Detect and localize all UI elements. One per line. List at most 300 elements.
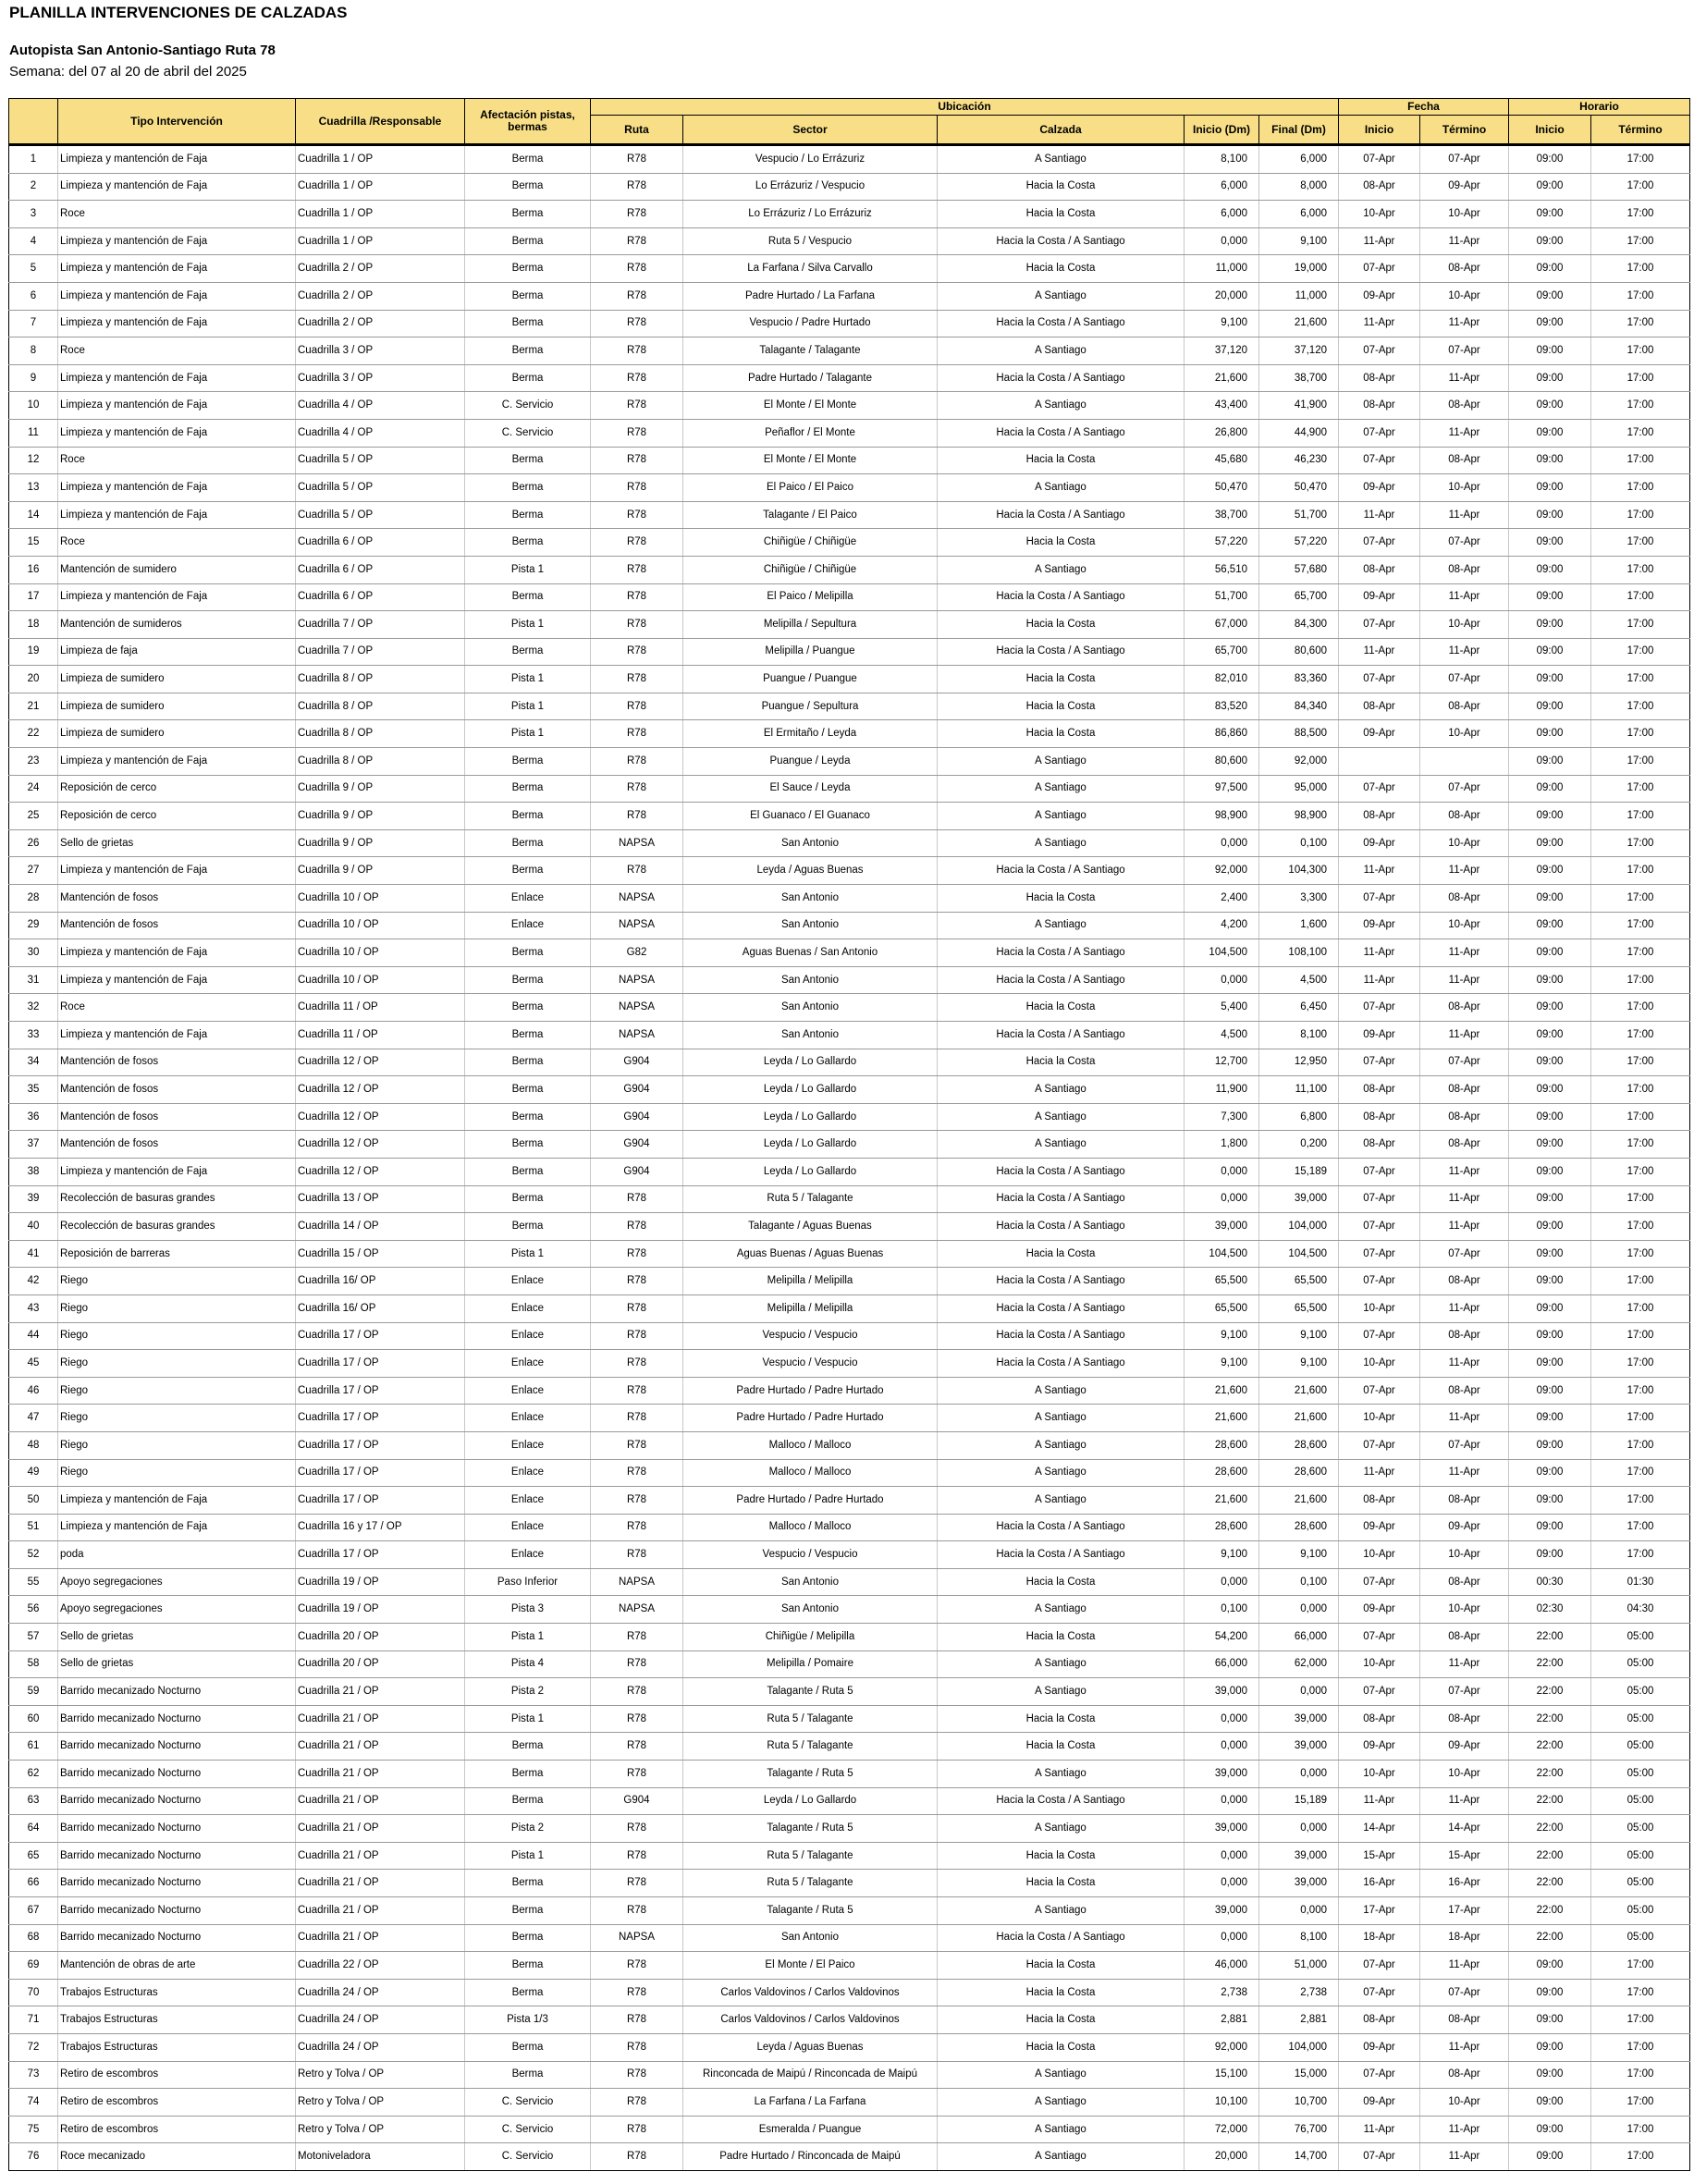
cell-sector: Ruta 5 / Vespucio [683, 227, 938, 255]
cell-inicio-dm: 2,738 [1185, 1979, 1259, 2006]
table-row [9, 2089, 1690, 2117]
table-row [9, 447, 1690, 474]
cell-tipo: Barrido mecanizado Nocturno [58, 1761, 296, 1788]
cell-cuadrilla: Retro y Tolva / OP [296, 2116, 465, 2143]
cell-ruta: R78 [591, 1870, 683, 1897]
cell-tipo: Riego [58, 1459, 296, 1487]
cell-fecha-inicio: 07-Apr [1339, 419, 1420, 447]
cell-tipo: Riego [58, 1405, 296, 1432]
table-row [9, 201, 1690, 228]
cell-fecha-termino: 11-Apr [1420, 310, 1509, 337]
cell-cuadrilla: Cuadrilla 6 / OP [296, 583, 465, 611]
cell-hora-termino: 17:00 [1591, 2033, 1690, 2061]
cell-fecha-inicio: 07-Apr [1339, 885, 1420, 913]
cell-tipo: Roce [58, 994, 296, 1022]
cell-sector: Ruta 5 / Talagante [683, 1870, 938, 1897]
cell-calzada: Hacia la Costa [938, 1568, 1185, 1596]
cell-fecha-termino: 08-Apr [1420, 1322, 1509, 1350]
cell-number: 14 [9, 501, 58, 529]
cell-fecha-termino: 11-Apr [1420, 227, 1509, 255]
cell-fecha-termino: 17-Apr [1420, 1897, 1509, 1925]
table-row [9, 1842, 1690, 1870]
table-row [9, 775, 1690, 803]
cell-inicio-dm: 97,500 [1185, 775, 1259, 803]
cell-final-dm: 3,300 [1259, 885, 1339, 913]
table-row [9, 1158, 1690, 1185]
cell-calzada: A Santiago [938, 1431, 1185, 1459]
cell-tipo: Limpieza y mantención de Faja [58, 364, 296, 392]
cell-hora-inicio: 09:00 [1509, 310, 1591, 337]
cell-sector: Carlos Valdovinos / Carlos Valdovinos [683, 2006, 938, 2034]
cell-fecha-termino: 10-Apr [1420, 611, 1509, 639]
cell-tipo: Limpieza y mantención de Faja [58, 310, 296, 337]
interventions-table [8, 98, 1690, 2171]
cell-final-dm: 6,800 [1259, 1103, 1339, 1131]
cell-ruta: R78 [591, 1514, 683, 1541]
cell-final-dm: 104,500 [1259, 1240, 1339, 1268]
cell-calzada: Hacia la Costa [938, 666, 1185, 693]
cell-hora-inicio: 22:00 [1509, 1705, 1591, 1733]
cell-number: 10 [9, 392, 58, 420]
cell-calzada: A Santiago [938, 1459, 1185, 1487]
cell-ruta: R78 [591, 310, 683, 337]
cell-afectacion: Pista 1 [465, 720, 591, 748]
cell-calzada: Hacia la Costa / A Santiago [938, 1185, 1185, 1213]
cell-final-dm: 38,700 [1259, 364, 1339, 392]
cell-fecha-termino: 10-Apr [1420, 720, 1509, 748]
cell-final-dm: 50,470 [1259, 474, 1339, 502]
cell-fecha-termino: 08-Apr [1420, 392, 1509, 420]
cell-calzada: A Santiago [938, 775, 1185, 803]
cell-fecha-inicio: 08-Apr [1339, 1076, 1420, 1104]
cell-hora-inicio: 09:00 [1509, 1979, 1591, 2006]
cell-sector: Melipilla / Puangue [683, 638, 938, 666]
cell-calzada: Hacia la Costa / A Santiago [938, 419, 1185, 447]
cell-hora-inicio: 09:00 [1509, 2006, 1591, 2034]
cell-number: 35 [9, 1076, 58, 1104]
cell-number: 6 [9, 282, 58, 310]
cell-final-dm: 11,000 [1259, 282, 1339, 310]
cell-calzada: Hacia la Costa / A Santiago [938, 1924, 1185, 1952]
cell-ruta: R78 [591, 1405, 683, 1432]
cell-fecha-inicio: 16-Apr [1339, 1870, 1420, 1897]
cell-fecha-inicio: 14-Apr [1339, 1815, 1420, 1843]
cell-hora-inicio: 09:00 [1509, 803, 1591, 830]
cell-afectacion: Enlace [465, 1514, 591, 1541]
cell-calzada: Hacia la Costa [938, 529, 1185, 557]
col-header-hora-inicio: Inicio [1509, 116, 1591, 145]
cell-cuadrilla: Cuadrilla 20 / OP [296, 1650, 465, 1678]
cell-final-dm: 44,900 [1259, 419, 1339, 447]
cell-tipo: Barrido mecanizado Nocturno [58, 1705, 296, 1733]
cell-hora-inicio: 09:00 [1509, 1322, 1591, 1350]
cell-number: 56 [9, 1596, 58, 1624]
cell-afectacion: Pista 1 [465, 1705, 591, 1733]
cell-calzada: Hacia la Costa / A Santiago [938, 501, 1185, 529]
cell-tipo: Limpieza y mantención de Faja [58, 474, 296, 502]
cell-number: 31 [9, 966, 58, 994]
cell-cuadrilla: Cuadrilla 24 / OP [296, 1979, 465, 2006]
cell-calzada: A Santiago [938, 1897, 1185, 1925]
cell-ruta: R78 [591, 1268, 683, 1295]
cell-ruta: R78 [591, 857, 683, 885]
cell-ruta: R78 [591, 583, 683, 611]
cell-calzada: Hacia la Costa [938, 173, 1185, 201]
cell-afectacion: Berma [465, 1733, 591, 1761]
cell-afectacion: Berma [465, 1076, 591, 1104]
cell-ruta: R78 [591, 775, 683, 803]
group-header-horario: Horario [1509, 99, 1690, 116]
cell-hora-termino: 17:00 [1591, 1213, 1690, 1241]
cell-fecha-termino: 11-Apr [1420, 1022, 1509, 1049]
cell-hora-termino: 17:00 [1591, 994, 1690, 1022]
cell-number: 12 [9, 447, 58, 474]
cell-calzada: Hacia la Costa [938, 885, 1185, 913]
cell-final-dm: 57,680 [1259, 556, 1339, 583]
cell-afectacion: Berma [465, 310, 591, 337]
cell-ruta: R78 [591, 1952, 683, 1980]
cell-calzada: Hacia la Costa [938, 1624, 1185, 1651]
cell-fecha-inicio: 07-Apr [1339, 255, 1420, 283]
table-row [9, 501, 1690, 529]
cell-final-dm: 51,000 [1259, 1952, 1339, 1980]
cell-hora-inicio: 09:00 [1509, 939, 1591, 967]
cell-final-dm: 28,600 [1259, 1514, 1339, 1541]
cell-hora-termino: 17:00 [1591, 1268, 1690, 1295]
cell-cuadrilla: Cuadrilla 10 / OP [296, 912, 465, 939]
cell-ruta: R78 [591, 2116, 683, 2143]
cell-fecha-termino: 10-Apr [1420, 1541, 1509, 1569]
cell-calzada: Hacia la Costa [938, 255, 1185, 283]
cell-ruta: R78 [591, 1350, 683, 1378]
table-row [9, 611, 1690, 639]
cell-tipo: Roce mecanizado [58, 2143, 296, 2171]
cell-ruta: R78 [591, 364, 683, 392]
cell-number: 55 [9, 1568, 58, 1596]
cell-final-dm: 39,000 [1259, 1842, 1339, 1870]
cell-cuadrilla: Cuadrilla 21 / OP [296, 1761, 465, 1788]
cell-afectacion: C. Servicio [465, 2143, 591, 2171]
cell-final-dm: 21,600 [1259, 1377, 1339, 1405]
cell-fecha-termino: 08-Apr [1420, 1103, 1509, 1131]
cell-tipo: Recolección de basuras grandes [58, 1185, 296, 1213]
cell-sector: Aguas Buenas / Aguas Buenas [683, 1240, 938, 1268]
cell-tipo: Limpieza y mantención de Faja [58, 392, 296, 420]
cell-sector: Padre Hurtado / Padre Hurtado [683, 1487, 938, 1515]
cell-ruta: R78 [591, 2033, 683, 2061]
cell-sector: Vespucio / Vespucio [683, 1350, 938, 1378]
cell-tipo: Mantención de fosos [58, 1103, 296, 1131]
cell-hora-termino: 05:00 [1591, 1924, 1690, 1952]
cell-fecha-inicio: 10-Apr [1339, 1761, 1420, 1788]
cell-calzada: A Santiago [938, 1377, 1185, 1405]
cell-inicio-dm: 5,400 [1185, 994, 1259, 1022]
cell-afectacion: Berma [465, 227, 591, 255]
cell-number: 71 [9, 2006, 58, 2034]
cell-number: 43 [9, 1294, 58, 1322]
cell-final-dm: 88,500 [1259, 720, 1339, 748]
table-row [9, 1514, 1690, 1541]
cell-ruta: NAPSA [591, 1022, 683, 1049]
cell-number: 7 [9, 310, 58, 337]
cell-afectacion: Enlace [465, 1294, 591, 1322]
cell-afectacion: Pista 1 [465, 693, 591, 720]
cell-number: 45 [9, 1350, 58, 1378]
cell-inicio-dm: 11,900 [1185, 1076, 1259, 1104]
table-row [9, 1076, 1690, 1104]
cell-fecha-termino: 11-Apr [1420, 501, 1509, 529]
cell-ruta: G904 [591, 1787, 683, 1815]
cell-calzada: A Santiago [938, 145, 1185, 174]
cell-calzada: A Santiago [938, 1596, 1185, 1624]
cell-fecha-inicio: 07-Apr [1339, 2061, 1420, 2089]
cell-hora-inicio: 09:00 [1509, 501, 1591, 529]
cell-hora-termino: 17:00 [1591, 1541, 1690, 1569]
cell-inicio-dm: 6,000 [1185, 201, 1259, 228]
cell-hora-termino: 17:00 [1591, 1022, 1690, 1049]
cell-fecha-inicio: 11-Apr [1339, 310, 1420, 337]
cell-final-dm: 57,220 [1259, 529, 1339, 557]
cell-fecha-termino: 07-Apr [1420, 1049, 1509, 1076]
cell-cuadrilla: Cuadrilla 8 / OP [296, 748, 465, 776]
cell-ruta: R78 [591, 748, 683, 776]
cell-inicio-dm: 20,000 [1185, 282, 1259, 310]
cell-afectacion: Berma [465, 1761, 591, 1788]
cell-inicio-dm: 0,000 [1185, 829, 1259, 857]
cell-ruta: R78 [591, 474, 683, 502]
cell-hora-inicio: 00:30 [1509, 1568, 1591, 1596]
cell-fecha-inicio: 07-Apr [1339, 775, 1420, 803]
cell-cuadrilla: Cuadrilla 12 / OP [296, 1076, 465, 1104]
cell-fecha-inicio: 08-Apr [1339, 803, 1420, 830]
cell-hora-termino: 17:00 [1591, 2116, 1690, 2143]
col-header-fecha-termino: Término [1420, 116, 1509, 145]
cell-sector: El Sauce / Leyda [683, 775, 938, 803]
cell-sector: Chiñigüe / Chiñigüe [683, 529, 938, 557]
cell-fecha-termino: 10-Apr [1420, 474, 1509, 502]
cell-tipo: Mantención de fosos [58, 885, 296, 913]
cell-number: 49 [9, 1459, 58, 1487]
cell-sector: Malloco / Malloco [683, 1514, 938, 1541]
cell-inicio-dm: 0,000 [1185, 227, 1259, 255]
cell-fecha-termino: 11-Apr [1420, 1158, 1509, 1185]
cell-afectacion: Enlace [465, 1459, 591, 1487]
cell-hora-inicio: 09:00 [1509, 1377, 1591, 1405]
cell-inicio-dm: 1,800 [1185, 1131, 1259, 1159]
cell-calzada: A Santiago [938, 337, 1185, 365]
cell-hora-inicio: 09:00 [1509, 227, 1591, 255]
cell-cuadrilla: Cuadrilla 21 / OP [296, 1733, 465, 1761]
cell-number: 63 [9, 1787, 58, 1815]
cell-afectacion: Berma [465, 638, 591, 666]
cell-hora-inicio: 09:00 [1509, 2033, 1591, 2061]
cell-final-dm: 9,100 [1259, 1322, 1339, 1350]
cell-afectacion: Berma [465, 145, 591, 174]
cell-sector: Ruta 5 / Talagante [683, 1185, 938, 1213]
cell-final-dm: 65,500 [1259, 1268, 1339, 1295]
cell-fecha-termino: 11-Apr [1420, 1185, 1509, 1213]
cell-tipo: Barrido mecanizado Nocturno [58, 1815, 296, 1843]
table-row [9, 1624, 1690, 1651]
cell-hora-termino: 05:00 [1591, 1787, 1690, 1815]
cell-fecha-termino: 08-Apr [1420, 693, 1509, 720]
cell-inicio-dm: 26,800 [1185, 419, 1259, 447]
cell-fecha-inicio: 10-Apr [1339, 1294, 1420, 1322]
cell-number: 1 [9, 145, 58, 174]
cell-fecha-termino: 07-Apr [1420, 337, 1509, 365]
cell-number: 47 [9, 1405, 58, 1432]
cell-hora-termino: 17:00 [1591, 1076, 1690, 1104]
cell-calzada: A Santiago [938, 282, 1185, 310]
cell-cuadrilla: Cuadrilla 12 / OP [296, 1049, 465, 1076]
cell-calzada: Hacia la Costa [938, 1842, 1185, 1870]
cell-final-dm: 46,230 [1259, 447, 1339, 474]
cell-cuadrilla: Retro y Tolva / OP [296, 2061, 465, 2089]
cell-hora-termino: 17:00 [1591, 201, 1690, 228]
cell-fecha-inicio: 09-Apr [1339, 720, 1420, 748]
cell-fecha-termino: 10-Apr [1420, 912, 1509, 939]
cell-hora-termino: 17:00 [1591, 392, 1690, 420]
cell-afectacion: Berma [465, 1870, 591, 1897]
cell-calzada: Hacia la Costa [938, 1049, 1185, 1076]
cell-calzada: Hacia la Costa [938, 2033, 1185, 2061]
cell-hora-inicio: 09:00 [1509, 1022, 1591, 1049]
cell-fecha-inicio: 07-Apr [1339, 1049, 1420, 1076]
cell-afectacion: Berma [465, 994, 591, 1022]
cell-tipo: Mantención de fosos [58, 1049, 296, 1076]
cell-calzada: A Santiago [938, 803, 1185, 830]
cell-hora-termino: 17:00 [1591, 1405, 1690, 1432]
cell-ruta: R78 [591, 529, 683, 557]
cell-fecha-termino: 11-Apr [1420, 364, 1509, 392]
cell-number: 62 [9, 1761, 58, 1788]
cell-final-dm: 19,000 [1259, 255, 1339, 283]
cell-hora-termino: 17:00 [1591, 1049, 1690, 1076]
cell-final-dm: 10,700 [1259, 2089, 1339, 2117]
cell-afectacion: Berma [465, 1787, 591, 1815]
cell-number: 17 [9, 583, 58, 611]
cell-ruta: R78 [591, 173, 683, 201]
cell-hora-inicio: 09:00 [1509, 748, 1591, 776]
cell-cuadrilla: Cuadrilla 6 / OP [296, 529, 465, 557]
cell-number: 66 [9, 1870, 58, 1897]
cell-sector: Puangue / Sepultura [683, 693, 938, 720]
cell-tipo: Limpieza y mantención de Faja [58, 173, 296, 201]
cell-ruta: R78 [591, 392, 683, 420]
cell-calzada: A Santiago [938, 556, 1185, 583]
cell-calzada: Hacia la Costa / A Santiago [938, 1322, 1185, 1350]
cell-afectacion: Berma [465, 364, 591, 392]
cell-final-dm: 104,000 [1259, 2033, 1339, 2061]
cell-fecha-termino: 10-Apr [1420, 829, 1509, 857]
cell-afectacion: Berma [465, 1158, 591, 1185]
cell-sector: Puangue / Leyda [683, 748, 938, 776]
cell-tipo: Limpieza y mantención de Faja [58, 1158, 296, 1185]
cell-cuadrilla: Cuadrilla 9 / OP [296, 829, 465, 857]
cell-hora-termino: 17:00 [1591, 966, 1690, 994]
cell-final-dm: 62,000 [1259, 1650, 1339, 1678]
table-row [9, 720, 1690, 748]
cell-afectacion: Berma [465, 966, 591, 994]
cell-fecha-inicio: 11-Apr [1339, 966, 1420, 994]
cell-calzada: A Santiago [938, 2116, 1185, 2143]
cell-inicio-dm: 37,120 [1185, 337, 1259, 365]
cell-hora-termino: 17:00 [1591, 282, 1690, 310]
cell-final-dm: 39,000 [1259, 1185, 1339, 1213]
cell-sector: El Paico / El Paico [683, 474, 938, 502]
table-row [9, 145, 1690, 174]
table-row [9, 1979, 1690, 2006]
cell-afectacion: Berma [465, 1952, 591, 1980]
cell-hora-termino: 17:00 [1591, 1294, 1690, 1322]
cell-tipo: Mantención de fosos [58, 912, 296, 939]
cell-final-dm: 98,900 [1259, 803, 1339, 830]
cell-tipo: Limpieza y mantención de Faja [58, 748, 296, 776]
cell-fecha-termino: 08-Apr [1420, 2006, 1509, 2034]
cell-hora-inicio: 22:00 [1509, 1678, 1591, 1706]
cell-tipo: Mantención de sumidero [58, 556, 296, 583]
cell-fecha-termino: 08-Apr [1420, 1705, 1509, 1733]
cell-hora-inicio: 09:00 [1509, 1131, 1591, 1159]
cell-hora-inicio: 09:00 [1509, 474, 1591, 502]
cell-tipo: Reposición de cerco [58, 803, 296, 830]
cell-afectacion: Berma [465, 1897, 591, 1925]
cell-final-dm: 6,000 [1259, 201, 1339, 228]
table-row [9, 337, 1690, 365]
cell-fecha-inicio: 07-Apr [1339, 611, 1420, 639]
cell-afectacion: Berma [465, 201, 591, 228]
cell-number: 18 [9, 611, 58, 639]
cell-ruta: NAPSA [591, 829, 683, 857]
cell-hora-inicio: 09:00 [1509, 255, 1591, 283]
cell-ruta: NAPSA [591, 1568, 683, 1596]
cell-final-dm: 0,000 [1259, 1678, 1339, 1706]
table-row [9, 638, 1690, 666]
cell-sector: Puangue / Puangue [683, 666, 938, 693]
cell-final-dm: 92,000 [1259, 748, 1339, 776]
cell-cuadrilla: Cuadrilla 21 / OP [296, 1678, 465, 1706]
table-row [9, 803, 1690, 830]
cell-hora-inicio: 09:00 [1509, 775, 1591, 803]
cell-inicio-dm: 9,100 [1185, 1541, 1259, 1569]
cell-inicio-dm: 104,500 [1185, 1240, 1259, 1268]
cell-fecha-inicio: 07-Apr [1339, 1568, 1420, 1596]
cell-fecha-termino: 09-Apr [1420, 173, 1509, 201]
cell-inicio-dm: 50,470 [1185, 474, 1259, 502]
table-row [9, 1268, 1690, 1295]
cell-fecha-termino: 07-Apr [1420, 1979, 1509, 2006]
table-row [9, 1815, 1690, 1843]
cell-tipo: Limpieza y mantención de Faja [58, 227, 296, 255]
table-row [9, 419, 1690, 447]
cell-afectacion: Pista 3 [465, 1596, 591, 1624]
cell-calzada: Hacia la Costa / A Santiago [938, 638, 1185, 666]
cell-calzada: Hacia la Costa / A Santiago [938, 1294, 1185, 1322]
cell-fecha-termino: 11-Apr [1420, 419, 1509, 447]
cell-cuadrilla: Cuadrilla 3 / OP [296, 337, 465, 365]
cell-ruta: R78 [591, 282, 683, 310]
cell-fecha-termino: 10-Apr [1420, 201, 1509, 228]
cell-fecha-inicio: 10-Apr [1339, 1350, 1420, 1378]
table-row [9, 1350, 1690, 1378]
cell-afectacion: Pista 2 [465, 1815, 591, 1843]
col-header-sector: Sector [683, 116, 938, 145]
cell-inicio-dm: 57,220 [1185, 529, 1259, 557]
cell-fecha-inicio: 07-Apr [1339, 145, 1420, 174]
cell-sector: Aguas Buenas / San Antonio [683, 939, 938, 967]
cell-hora-inicio: 09:00 [1509, 1158, 1591, 1185]
cell-sector: La Farfana / Silva Carvallo [683, 255, 938, 283]
